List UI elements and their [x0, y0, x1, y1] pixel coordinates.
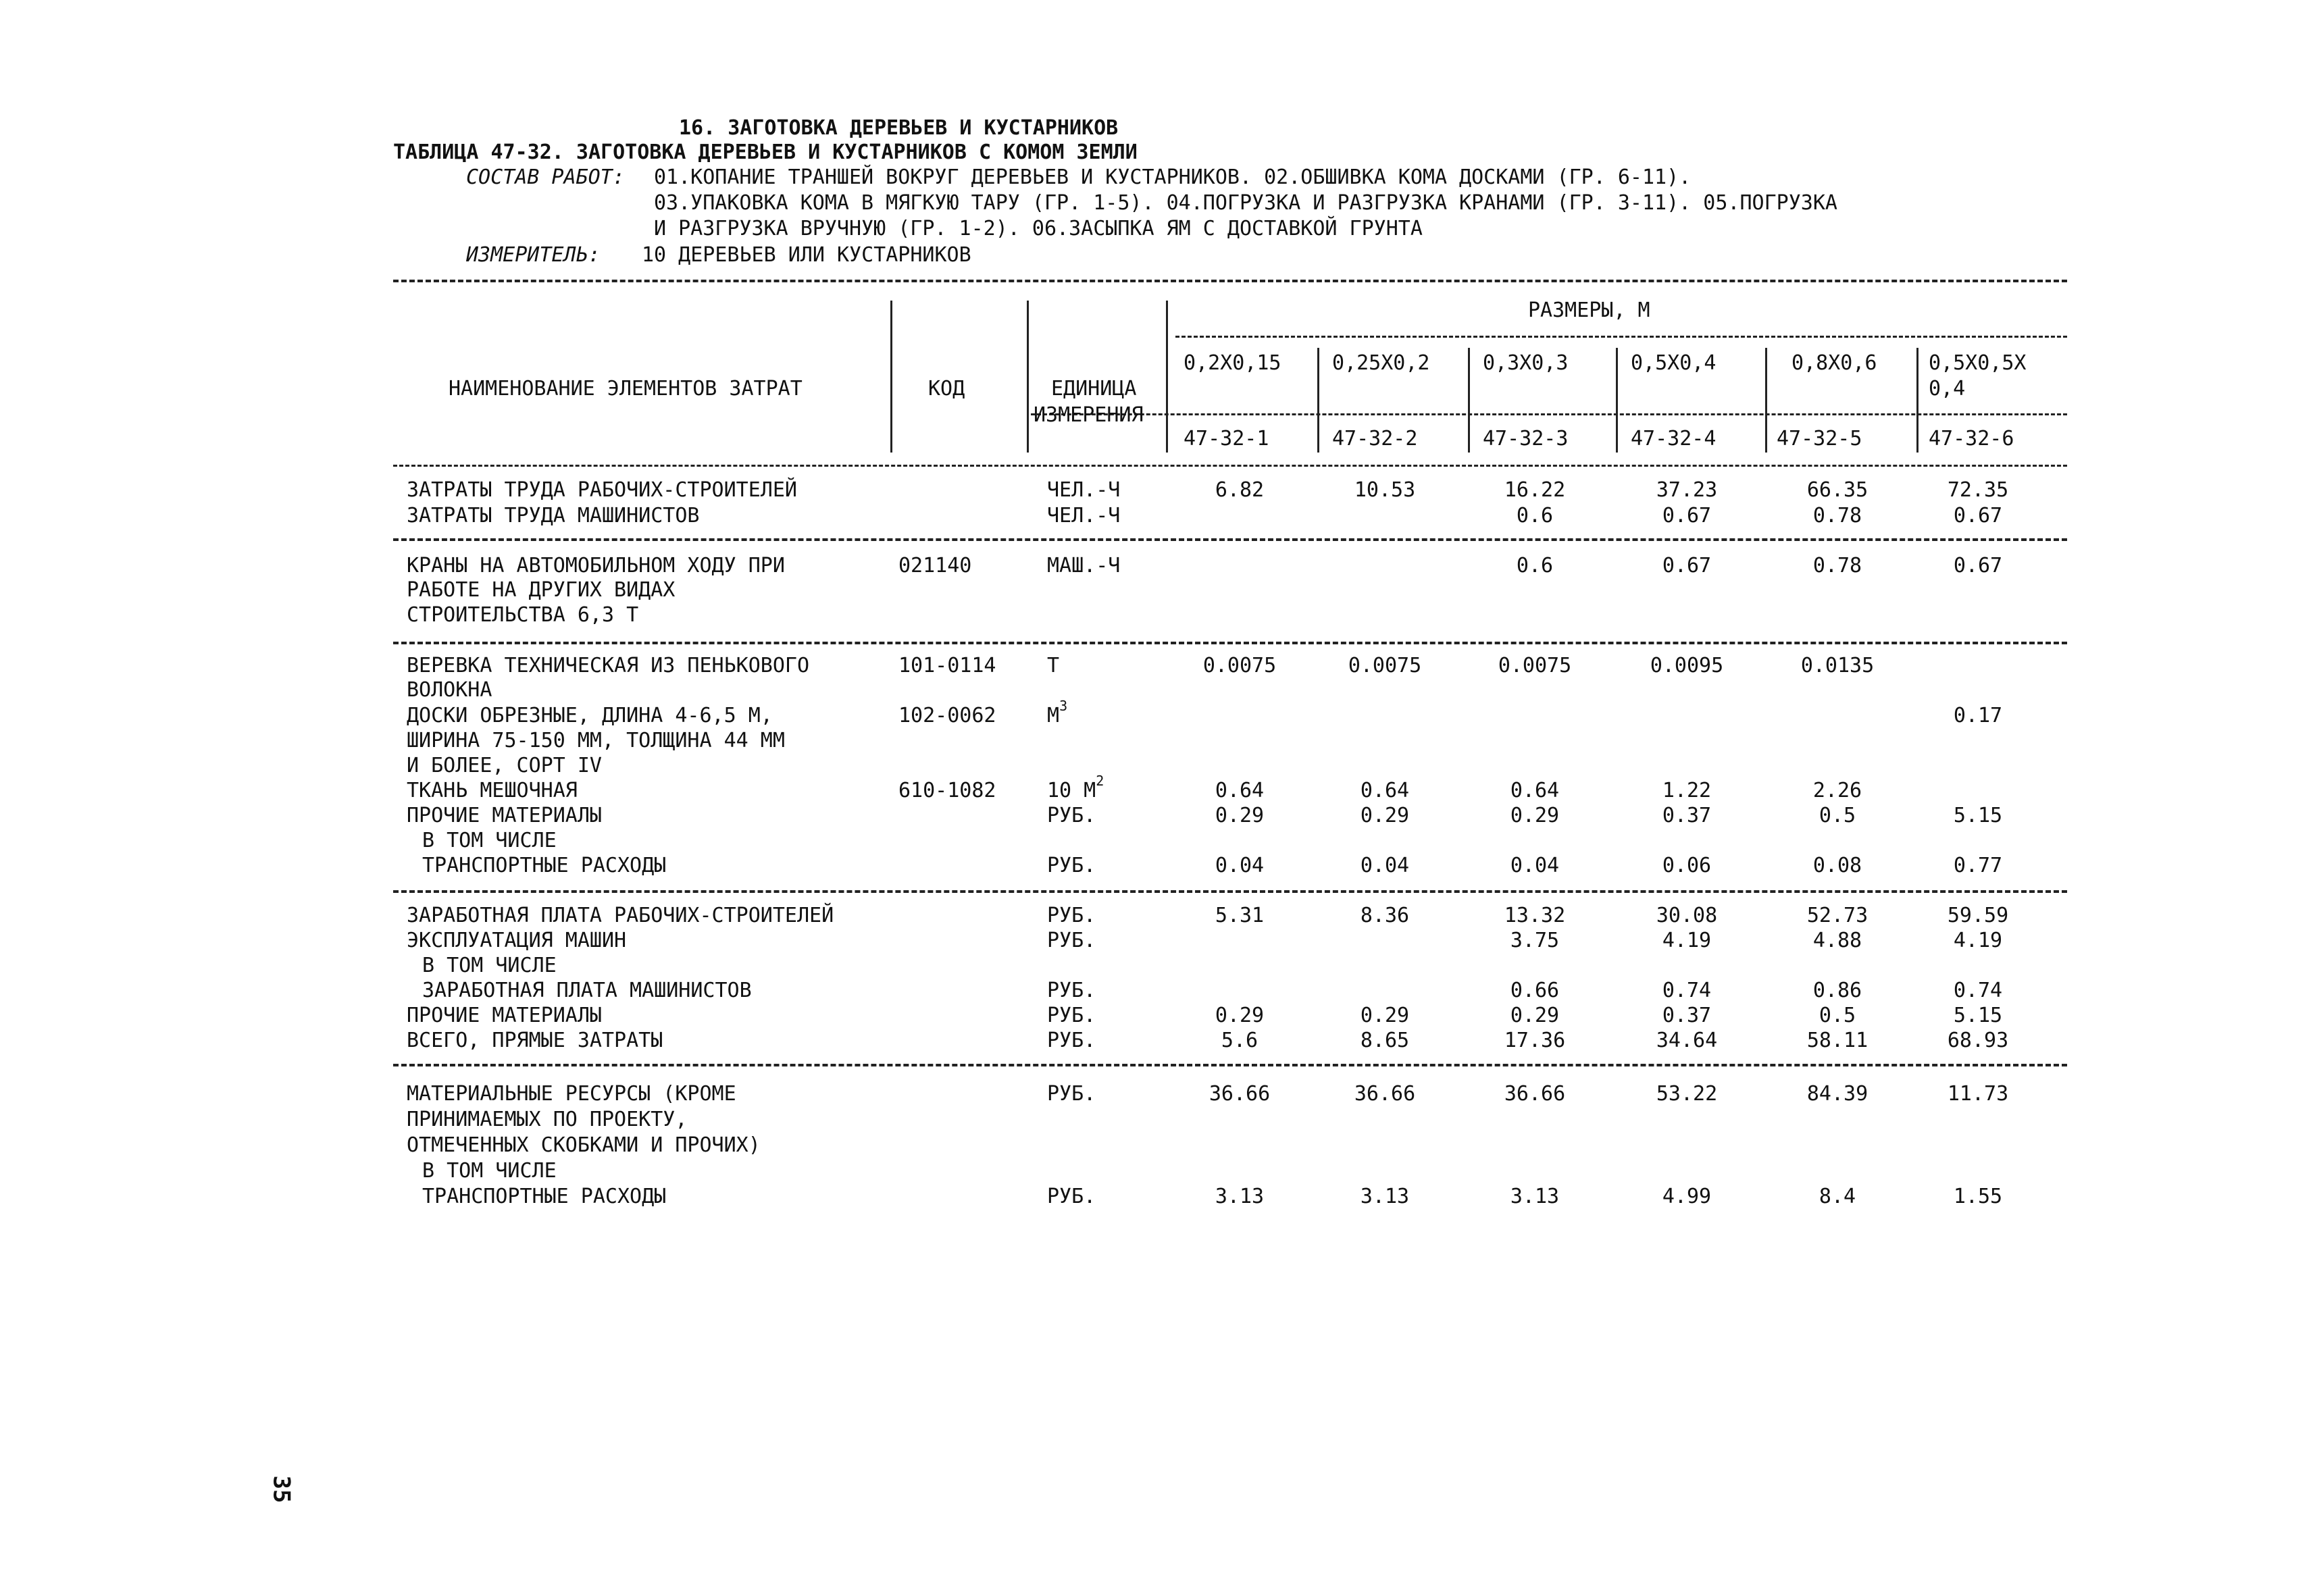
cell-value: 0.66 — [1510, 979, 1560, 1002]
cell-value: 0.0075 — [1348, 654, 1422, 677]
cell-value: 36.66 — [1209, 1082, 1271, 1106]
cell-value: 0.67 — [1662, 504, 1712, 527]
cell-value: 5.31 — [1215, 904, 1265, 927]
cell-value: 3.75 — [1510, 929, 1560, 952]
col-divider — [1317, 348, 1319, 453]
col-name-header: НАИМЕНОВАНИЕ ЭЛЕМЕНТОВ ЗАТРАТ — [449, 377, 803, 401]
section-rule — [393, 538, 2067, 541]
size-col-4: 0,5X0,4 — [1631, 351, 1717, 375]
code-col-5: 47-32-5 — [1777, 427, 1862, 451]
cell-value: 53.22 — [1656, 1082, 1718, 1106]
code-col-4: 47-32-4 — [1631, 427, 1717, 451]
col-divider — [1468, 348, 1470, 453]
row-name-cont: ПРИНИМАЕМЫХ ПО ПРОЕКТУ, — [407, 1108, 688, 1131]
cell-value: 0.64 — [1360, 779, 1410, 802]
row-unit: РУБ. — [1047, 929, 1096, 952]
measure-label: ИЗМЕРИТЕЛЬ: — [466, 243, 601, 267]
row-name: МАТЕРИАЛЬНЫЕ РЕСУРСЫ (КРОМЕ — [407, 1082, 736, 1106]
row-subheading: В ТОМ ЧИСЛЕ — [422, 954, 557, 977]
table-title: ТАБЛИЦА 47-32. ЗАГОТОВКА ДЕРЕВЬЕВ И КУСТАРНИКОВ С КОМОМ ЗЕМЛИ — [393, 140, 1138, 164]
size-col-6: 0,5X0,5X — [1929, 351, 2027, 375]
row-unit: ЧЕЛ.-Ч — [1047, 478, 1121, 502]
cell-value: 0.0095 — [1650, 654, 1724, 677]
cell-value: 2.26 — [1812, 779, 1862, 802]
cell-value: 0.74 — [1662, 979, 1712, 1002]
cell-value: 0.37 — [1662, 1004, 1712, 1027]
row-name: ВСЕГО, ПРЯМЫЕ ЗАТРАТЫ — [407, 1029, 663, 1052]
section-rule — [393, 642, 2067, 644]
row-name: ТКАНЬ МЕШОЧНАЯ — [407, 779, 578, 802]
row-subheading: В ТОМ ЧИСЛЕ — [422, 1159, 557, 1183]
col-divider — [1616, 348, 1618, 453]
row-name: ТРАНСПОРТНЫЕ РАСХОДЫ — [422, 1185, 667, 1208]
cell-value: 0.29 — [1215, 1004, 1265, 1027]
cell-value: 58.11 — [1806, 1029, 1869, 1052]
cell-value: 59.59 — [1947, 904, 2009, 927]
unit-superscript: 2 — [1096, 773, 1104, 789]
size-col-3: 0,3X0,3 — [1483, 351, 1569, 375]
sizes-header: РАЗМЕРЫ, М — [1528, 299, 1650, 322]
row-name: КРАНЫ НА АВТОМОБИЛЬНОМ ХОДУ ПРИ — [407, 554, 785, 577]
cell-value: 66.35 — [1806, 478, 1869, 502]
row-name: ВЕРЕВКА ТЕХНИЧЕСКАЯ ИЗ ПЕНЬКОВОГО — [407, 654, 810, 677]
row-unit — [1047, 773, 1104, 803]
cell-value: 0.29 — [1360, 804, 1410, 827]
cell-value: 0.04 — [1215, 854, 1265, 877]
cell-value: 68.93 — [1947, 1029, 2009, 1052]
col-unit-header: ЕДИНИЦА — [1051, 377, 1137, 401]
row-code: 101-0114 — [898, 654, 996, 677]
cell-value: 0.78 — [1812, 554, 1862, 577]
row-unit — [1047, 698, 1068, 728]
cell-value: 0.67 — [1662, 554, 1712, 577]
row-name: ПРОЧИЕ МАТЕРИАЛЫ — [407, 804, 602, 827]
row-name-cont: ОТМЕЧЕННЫХ СКОБКАМИ И ПРОЧИХ) — [407, 1133, 761, 1157]
cell-value: 0.78 — [1812, 504, 1862, 527]
row-code: 021140 — [898, 554, 972, 577]
cell-value: 0.86 — [1812, 979, 1862, 1002]
section-rule — [393, 1064, 2067, 1066]
cell-value: 5.15 — [1953, 1004, 2003, 1027]
cell-value: 8.65 — [1360, 1029, 1410, 1052]
cell-value: 37.23 — [1656, 478, 1718, 502]
cell-value: 0.74 — [1953, 979, 2003, 1002]
code-col-3: 47-32-3 — [1483, 427, 1569, 451]
size-col-5: 0,8X0,6 — [1791, 351, 1877, 375]
cell-value: 36.66 — [1354, 1082, 1416, 1106]
cell-value: 17.36 — [1504, 1029, 1566, 1052]
cell-value: 1.55 — [1953, 1185, 2003, 1208]
cell-value: 11.73 — [1947, 1082, 2009, 1106]
cell-value: 0.5 — [1819, 804, 1856, 827]
row-name: ЗАТРАТЫ ТРУДА РАБОЧИХ-СТРОИТЕЛЕЙ — [407, 478, 797, 502]
cell-value: 0.06 — [1662, 854, 1712, 877]
col-code-header: КОД — [928, 377, 965, 401]
measure-value: 10 ДЕРЕВЬЕВ ИЛИ КУСТАРНИКОВ — [642, 243, 971, 267]
work-label: СОСТАВ РАБОТ: — [466, 165, 625, 189]
cell-value: 0.17 — [1953, 704, 2003, 727]
cell-value: 30.08 — [1656, 904, 1718, 927]
page-number: 35 — [268, 1475, 295, 1503]
col-divider — [1916, 348, 1918, 453]
cell-value: 3.13 — [1510, 1185, 1560, 1208]
col-divider — [1027, 301, 1029, 453]
cell-value: 0.29 — [1215, 804, 1265, 827]
cell-value: 6.82 — [1215, 478, 1265, 502]
code-col-6: 47-32-6 — [1929, 427, 2014, 451]
cell-value: 4.88 — [1812, 929, 1862, 952]
row-subheading: В ТОМ ЧИСЛЕ — [422, 829, 557, 852]
cell-value: 0.04 — [1360, 854, 1410, 877]
head-rule — [1031, 413, 2067, 415]
row-name: ЗАТРАТЫ ТРУДА МАШИНИСТОВ — [407, 504, 700, 527]
unit-superscript: 3 — [1059, 698, 1068, 714]
row-name-cont: РАБОТЕ НА ДРУГИХ ВИДАХ — [407, 578, 676, 602]
code-col-1: 47-32-1 — [1184, 427, 1269, 451]
head-rule — [1175, 336, 2067, 338]
row-unit: Т — [1047, 654, 1060, 677]
cell-value: 84.39 — [1806, 1082, 1869, 1106]
size-col-1: 0,2X0,15 — [1184, 351, 1281, 375]
code-col-2: 47-32-2 — [1332, 427, 1418, 451]
row-name: ЗАРАБОТНАЯ ПЛАТА РАБОЧИХ-СТРОИТЕЛЕЙ — [407, 904, 834, 927]
cell-value: 8.4 — [1819, 1185, 1856, 1208]
row-code: 102-0062 — [898, 704, 996, 727]
cell-value: 3.13 — [1360, 1185, 1410, 1208]
cell-value: 0.6 — [1516, 554, 1554, 577]
col-divider — [1166, 301, 1168, 453]
row-name: ПРОЧИЕ МАТЕРИАЛЫ — [407, 1004, 602, 1027]
size-col-6-line2: 0,4 — [1929, 377, 1966, 401]
cell-value: 34.64 — [1656, 1029, 1718, 1052]
work-line-1: 01.КОПАНИЕ ТРАНШЕЙ ВОКРУГ ДЕРЕВЬЕВ И КУСТАРНИКОВ. 02.ОБШИВКА КОМА ДОСКАМИ (ГР. 6-11). — [654, 165, 1692, 189]
cell-value: 0.64 — [1510, 779, 1560, 802]
section-rule — [393, 890, 2067, 893]
section-title: 16. ЗАГОТОВКА ДЕРЕВЬЕВ И КУСТАРНИКОВ — [679, 116, 1119, 140]
cell-value: 0.64 — [1215, 779, 1265, 802]
cell-value: 0.29 — [1510, 1004, 1560, 1027]
row-unit: РУБ. — [1047, 804, 1096, 827]
cell-value: 72.35 — [1947, 478, 2009, 502]
cell-value: 0.67 — [1953, 554, 2003, 577]
work-line-2: 03.УПАКОВКА КОМА В МЯГКУЮ ТАРУ (ГР. 1-5). 04.ПОГРУЗКА И РАЗГРУЗКА КРАНАМИ (ГР. 3-11). 05.ПОГРУЗКА — [654, 191, 1837, 215]
cell-value: 0.29 — [1360, 1004, 1410, 1027]
cell-value: 16.22 — [1504, 478, 1566, 502]
cell-value: 3.13 — [1215, 1185, 1265, 1208]
cell-value: 8.36 — [1360, 904, 1410, 927]
cell-value: 0.0135 — [1800, 654, 1875, 677]
table-head-rule — [393, 465, 2067, 467]
col-divider — [890, 301, 892, 453]
cell-value: 1.22 — [1662, 779, 1712, 802]
row-name: ТРАНСПОРТНЫЕ РАСХОДЫ — [422, 854, 667, 877]
table-top-rule — [393, 280, 2067, 282]
row-unit: ЧЕЛ.-Ч — [1047, 504, 1121, 527]
row-unit: РУБ. — [1047, 1185, 1096, 1208]
row-name: ЗАРАБОТНАЯ ПЛАТА МАШИНИСТОВ — [422, 979, 752, 1002]
row-unit: РУБ. — [1047, 1004, 1096, 1027]
row-name-cont: ШИРИНА 75-150 ММ, ТОЛЩИНА 44 ММ — [407, 729, 785, 752]
cell-value: 10.53 — [1354, 478, 1416, 502]
cell-value: 4.99 — [1662, 1185, 1712, 1208]
cell-value: 0.08 — [1812, 854, 1862, 877]
unit-text: 10 М — [1047, 779, 1096, 802]
work-line-3: И РАЗГРУЗКА ВРУЧНУЮ (ГР. 1-2). 06.ЗАСЫПКА ЯМ С ДОСТАВКОЙ ГРУНТА — [654, 217, 1423, 240]
cell-value: 5.15 — [1953, 804, 2003, 827]
cell-value: 0.0075 — [1202, 654, 1277, 677]
cell-value: 0.77 — [1953, 854, 2003, 877]
cell-value: 36.66 — [1504, 1082, 1566, 1106]
cell-value: 0.5 — [1819, 1004, 1856, 1027]
size-col-2: 0,25X0,2 — [1332, 351, 1430, 375]
cell-value: 13.32 — [1504, 904, 1566, 927]
col-unit-header-2: ИЗМЕРЕНИЯ — [1034, 403, 1144, 427]
cell-value: 52.73 — [1806, 904, 1869, 927]
cell-value: 0.29 — [1510, 804, 1560, 827]
row-unit: РУБ. — [1047, 854, 1096, 877]
cell-value: 4.19 — [1662, 929, 1712, 952]
cell-value: 5.6 — [1221, 1029, 1259, 1052]
row-unit: МАШ.-Ч — [1047, 554, 1121, 577]
row-name: ДОСКИ ОБРЕЗНЫЕ, ДЛИНА 4-6,5 М, — [407, 704, 773, 727]
row-name-cont: СТРОИТЕЛЬСТВА 6,3 Т — [407, 603, 639, 627]
cell-value: 4.19 — [1953, 929, 2003, 952]
unit-text: М — [1047, 704, 1060, 727]
row-name-cont: И БОЛЕЕ, СОРТ IV — [407, 754, 602, 777]
cell-value: 0.04 — [1510, 854, 1560, 877]
row-unit: РУБ. — [1047, 979, 1096, 1002]
cell-value: 0.6 — [1516, 504, 1554, 527]
row-code: 610-1082 — [898, 779, 996, 802]
cell-value: 0.37 — [1662, 804, 1712, 827]
row-name-cont: ВОЛОКНА — [407, 678, 492, 702]
col-divider — [1765, 348, 1767, 453]
row-unit: РУБ. — [1047, 904, 1096, 927]
cell-value: 0.67 — [1953, 504, 2003, 527]
row-unit: РУБ. — [1047, 1029, 1096, 1052]
row-unit: РУБ. — [1047, 1082, 1096, 1106]
cell-value: 0.0075 — [1498, 654, 1572, 677]
row-name: ЭКСПЛУАТАЦИЯ МАШИН — [407, 929, 627, 952]
